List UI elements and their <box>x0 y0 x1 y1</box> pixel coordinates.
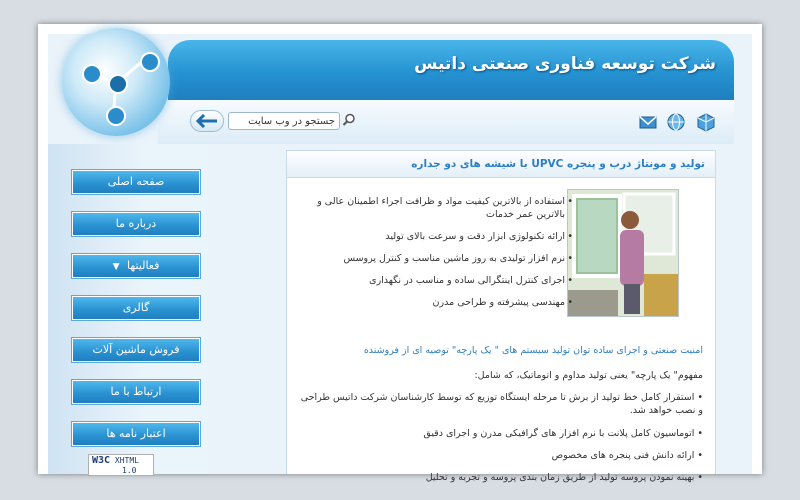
nav-credentials[interactable] <box>72 422 200 446</box>
list-item: • مهندسی پیشرفته و طراحی مدرن <box>303 296 573 309</box>
globe-icon[interactable] <box>666 112 686 132</box>
company-title: شرکت توسعه فناوری صنعتی داتیس <box>414 54 716 74</box>
nav-contact-label: ارتباط با ما <box>110 385 162 398</box>
search-input[interactable] <box>228 112 340 130</box>
arrow-left-icon <box>191 111 223 131</box>
product-photo <box>567 189 679 317</box>
nav-machinery-sales[interactable] <box>72 338 200 362</box>
w3c-xhtml-badge[interactable] <box>88 454 154 476</box>
search-go-button[interactable] <box>190 110 224 132</box>
browser-frame <box>38 24 762 483</box>
chevron-down-icon: ▼ <box>112 262 120 272</box>
xhtml-text: XHTML <box>114 456 139 465</box>
paragraph: • ارائه دانش فنی پنجره های مخصوص <box>551 450 703 461</box>
nav-gallery-label: گالری <box>122 301 150 314</box>
site-container <box>48 34 752 483</box>
nav-contact[interactable] <box>72 380 200 404</box>
list-item: • استفاده از بالاترین کیفیت مواد و ظرافت اجراء اطمینان عالی و بالاترین عمر خدمات <box>303 195 573 221</box>
paragraph: • استقرار کامل خط تولید از برش تا مرحله ایستگاه توزیع که توسط کارشناسان شرکت داتیس طراحی و نصب خواهد شد. <box>300 392 703 416</box>
list-item: • اجرای کنترل اینتگرالی ساده و مناسب در نگهداری <box>303 274 573 287</box>
paragraph: • بهینه نمودن پروسه تولید از طریق زمان بندی پروسه و تجربه و تحلیل <box>425 472 703 483</box>
nav-home-label: صفحه اصلی <box>107 175 165 188</box>
search-icon[interactable] <box>342 113 356 127</box>
nav-about[interactable] <box>72 212 200 236</box>
nav-activities-label: فعالیتها <box>127 259 160 272</box>
sidebar <box>48 144 208 474</box>
nav-machinery-sales-label: فروش ماشین آلات <box>92 343 180 356</box>
xhtml-version: 1.0 <box>122 466 137 475</box>
content-heading: تولید و مونتاژ درب و پنجره UPVC با شیشه های دو جداره <box>287 151 715 178</box>
nav-home[interactable] <box>72 170 200 194</box>
cube-icon[interactable] <box>696 112 716 132</box>
w3c-logo-text: W3C <box>92 455 111 466</box>
header-bar <box>168 40 734 100</box>
nav-about-label: درباره ما <box>115 217 157 230</box>
paragraph: • اتوماسیون کامل پلانت با نرم افزار های گرافیکی مدرن و اجرای دقیق <box>423 428 703 439</box>
nav-gallery[interactable] <box>72 296 200 320</box>
list-item: • ارائه تکنولوژی ابزار دقت و سرعت بالای تولید <box>303 230 573 243</box>
paragraph: مفهوم" یک پارچه" یعنی تولید مداوم و اتوماتیک، که شامل: <box>474 370 703 381</box>
mail-icon[interactable] <box>638 112 658 132</box>
highlight-text: امنیت صنعتی و اجرای ساده توان تولید سیستم های " یک پارچه" توصیه ای از فروشنده <box>363 345 703 356</box>
feature-list <box>303 195 573 318</box>
main-content <box>286 150 716 483</box>
nav-credentials-label: اعتبار نامه ها <box>106 427 166 440</box>
logo[interactable] <box>62 28 170 136</box>
list-item: • نرم افزار تولیدی به روز ماشین مناسب و کنترل پروسس <box>303 252 573 265</box>
search-bar <box>190 112 360 132</box>
nav-activities[interactable] <box>72 254 200 278</box>
